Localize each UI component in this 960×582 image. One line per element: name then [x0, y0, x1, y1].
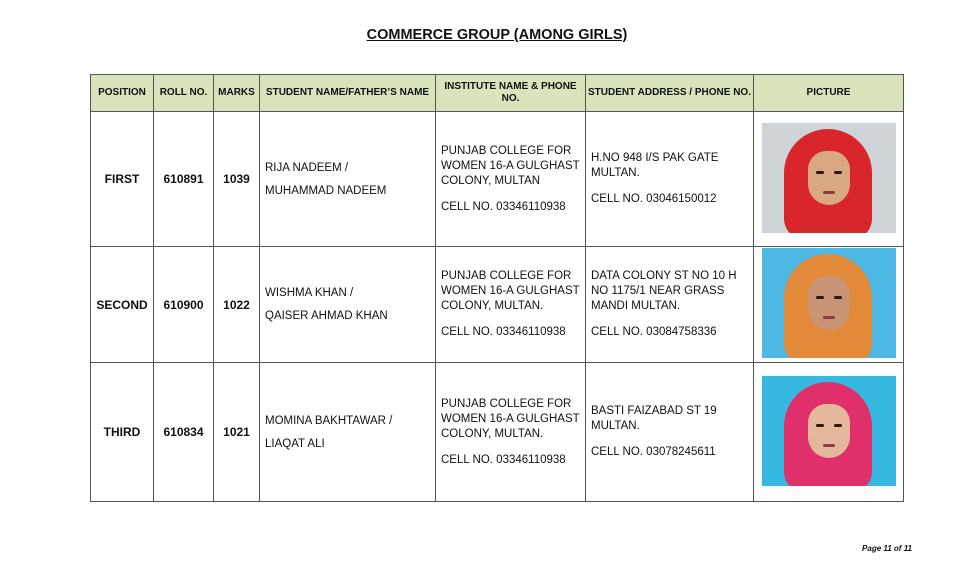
institute-phone: CELL NO. 03346110938 — [441, 453, 566, 466]
marks-cell: 1022 — [214, 247, 260, 363]
father-name: LIAQAT ALI — [265, 437, 325, 450]
father-name: QAISER AHMAD KHAN — [265, 310, 388, 322]
marks-cell: 1021 — [214, 363, 260, 502]
header-institute: INSTITUTE NAME & PHONE NO. — [436, 75, 586, 112]
roll-no-cell: 610900 — [154, 247, 214, 363]
header-student-name: STUDENT NAME/FATHER’S NAME — [260, 75, 436, 112]
student-photo — [762, 248, 896, 358]
header-position: POSITION — [91, 75, 154, 112]
merit-table — [90, 74, 904, 502]
student-photo — [762, 376, 896, 486]
roll-no-cell: 610891 — [154, 112, 214, 247]
institute-cell — [436, 247, 586, 363]
header-address: STUDENT ADDRESS / PHONE NO. — [586, 75, 754, 112]
header-row — [91, 75, 904, 112]
page-title: COMMERCE GROUP (AMONG GIRLS) — [366, 27, 628, 43]
student-phone: CELL NO. 03078245611 — [591, 446, 716, 458]
student-name-cell — [260, 363, 436, 502]
student-address: DATA COLONY ST NO 10 H NO 1175/1 NEAR GRASS MANDI MULTAN. — [591, 270, 737, 312]
position-cell: SECOND — [91, 247, 154, 363]
student-address: BASTI FAIZABAD ST 19 MULTAN. — [591, 405, 717, 432]
header-picture: PICTURE — [754, 75, 904, 112]
student-photo — [762, 123, 896, 233]
institute-cell — [436, 112, 586, 247]
table-row — [91, 112, 904, 247]
student-phone: CELL NO. 03046150012 — [591, 193, 717, 205]
student-address: H.NO 948 I/S PAK GATE MULTAN. — [591, 152, 719, 179]
table-row — [91, 363, 904, 502]
address-cell — [586, 247, 754, 363]
institute-name: PUNJAB COLLEGE FOR WOMEN 16-A GULGHAST COLONY, MULTAN. — [441, 270, 580, 312]
student-phone: CELL NO. 03084758336 — [591, 326, 717, 338]
address-cell — [586, 112, 754, 247]
father-name: MUHAMMAD NADEEM — [265, 184, 387, 197]
institute-name: PUNJAB COLLEGE FOR WOMEN 16-A GULGHAST COLONY, MULTAN — [441, 144, 580, 187]
student-name: WISHMA KHAN / — [265, 287, 354, 299]
page-number: Page 11 of 11 — [862, 544, 912, 553]
position-cell: FIRST — [91, 112, 154, 247]
institute-cell — [436, 363, 586, 502]
student-name: MOMINA BAKHTAWAR / — [265, 414, 393, 427]
marks-cell: 1039 — [214, 112, 260, 247]
student-name-cell — [260, 112, 436, 247]
header-roll-no: ROLL NO. — [154, 75, 214, 112]
roll-no-cell: 610834 — [154, 363, 214, 502]
table-row — [91, 247, 904, 363]
student-name: RIJA NADEEM / — [265, 161, 349, 174]
picture-cell — [754, 247, 904, 363]
address-cell — [586, 363, 754, 502]
header-marks: MARKS — [214, 75, 260, 112]
student-name-cell — [260, 247, 436, 363]
institute-phone: CELL NO. 03346110938 — [441, 326, 566, 338]
institute-phone: CELL NO. 03346110938 — [441, 200, 566, 213]
position-cell: THIRD — [91, 363, 154, 502]
institute-name: PUNJAB COLLEGE FOR WOMEN 16-A GULGHAST COLONY, MULTAN. — [441, 397, 580, 440]
picture-cell — [754, 363, 904, 502]
picture-cell — [754, 112, 904, 247]
